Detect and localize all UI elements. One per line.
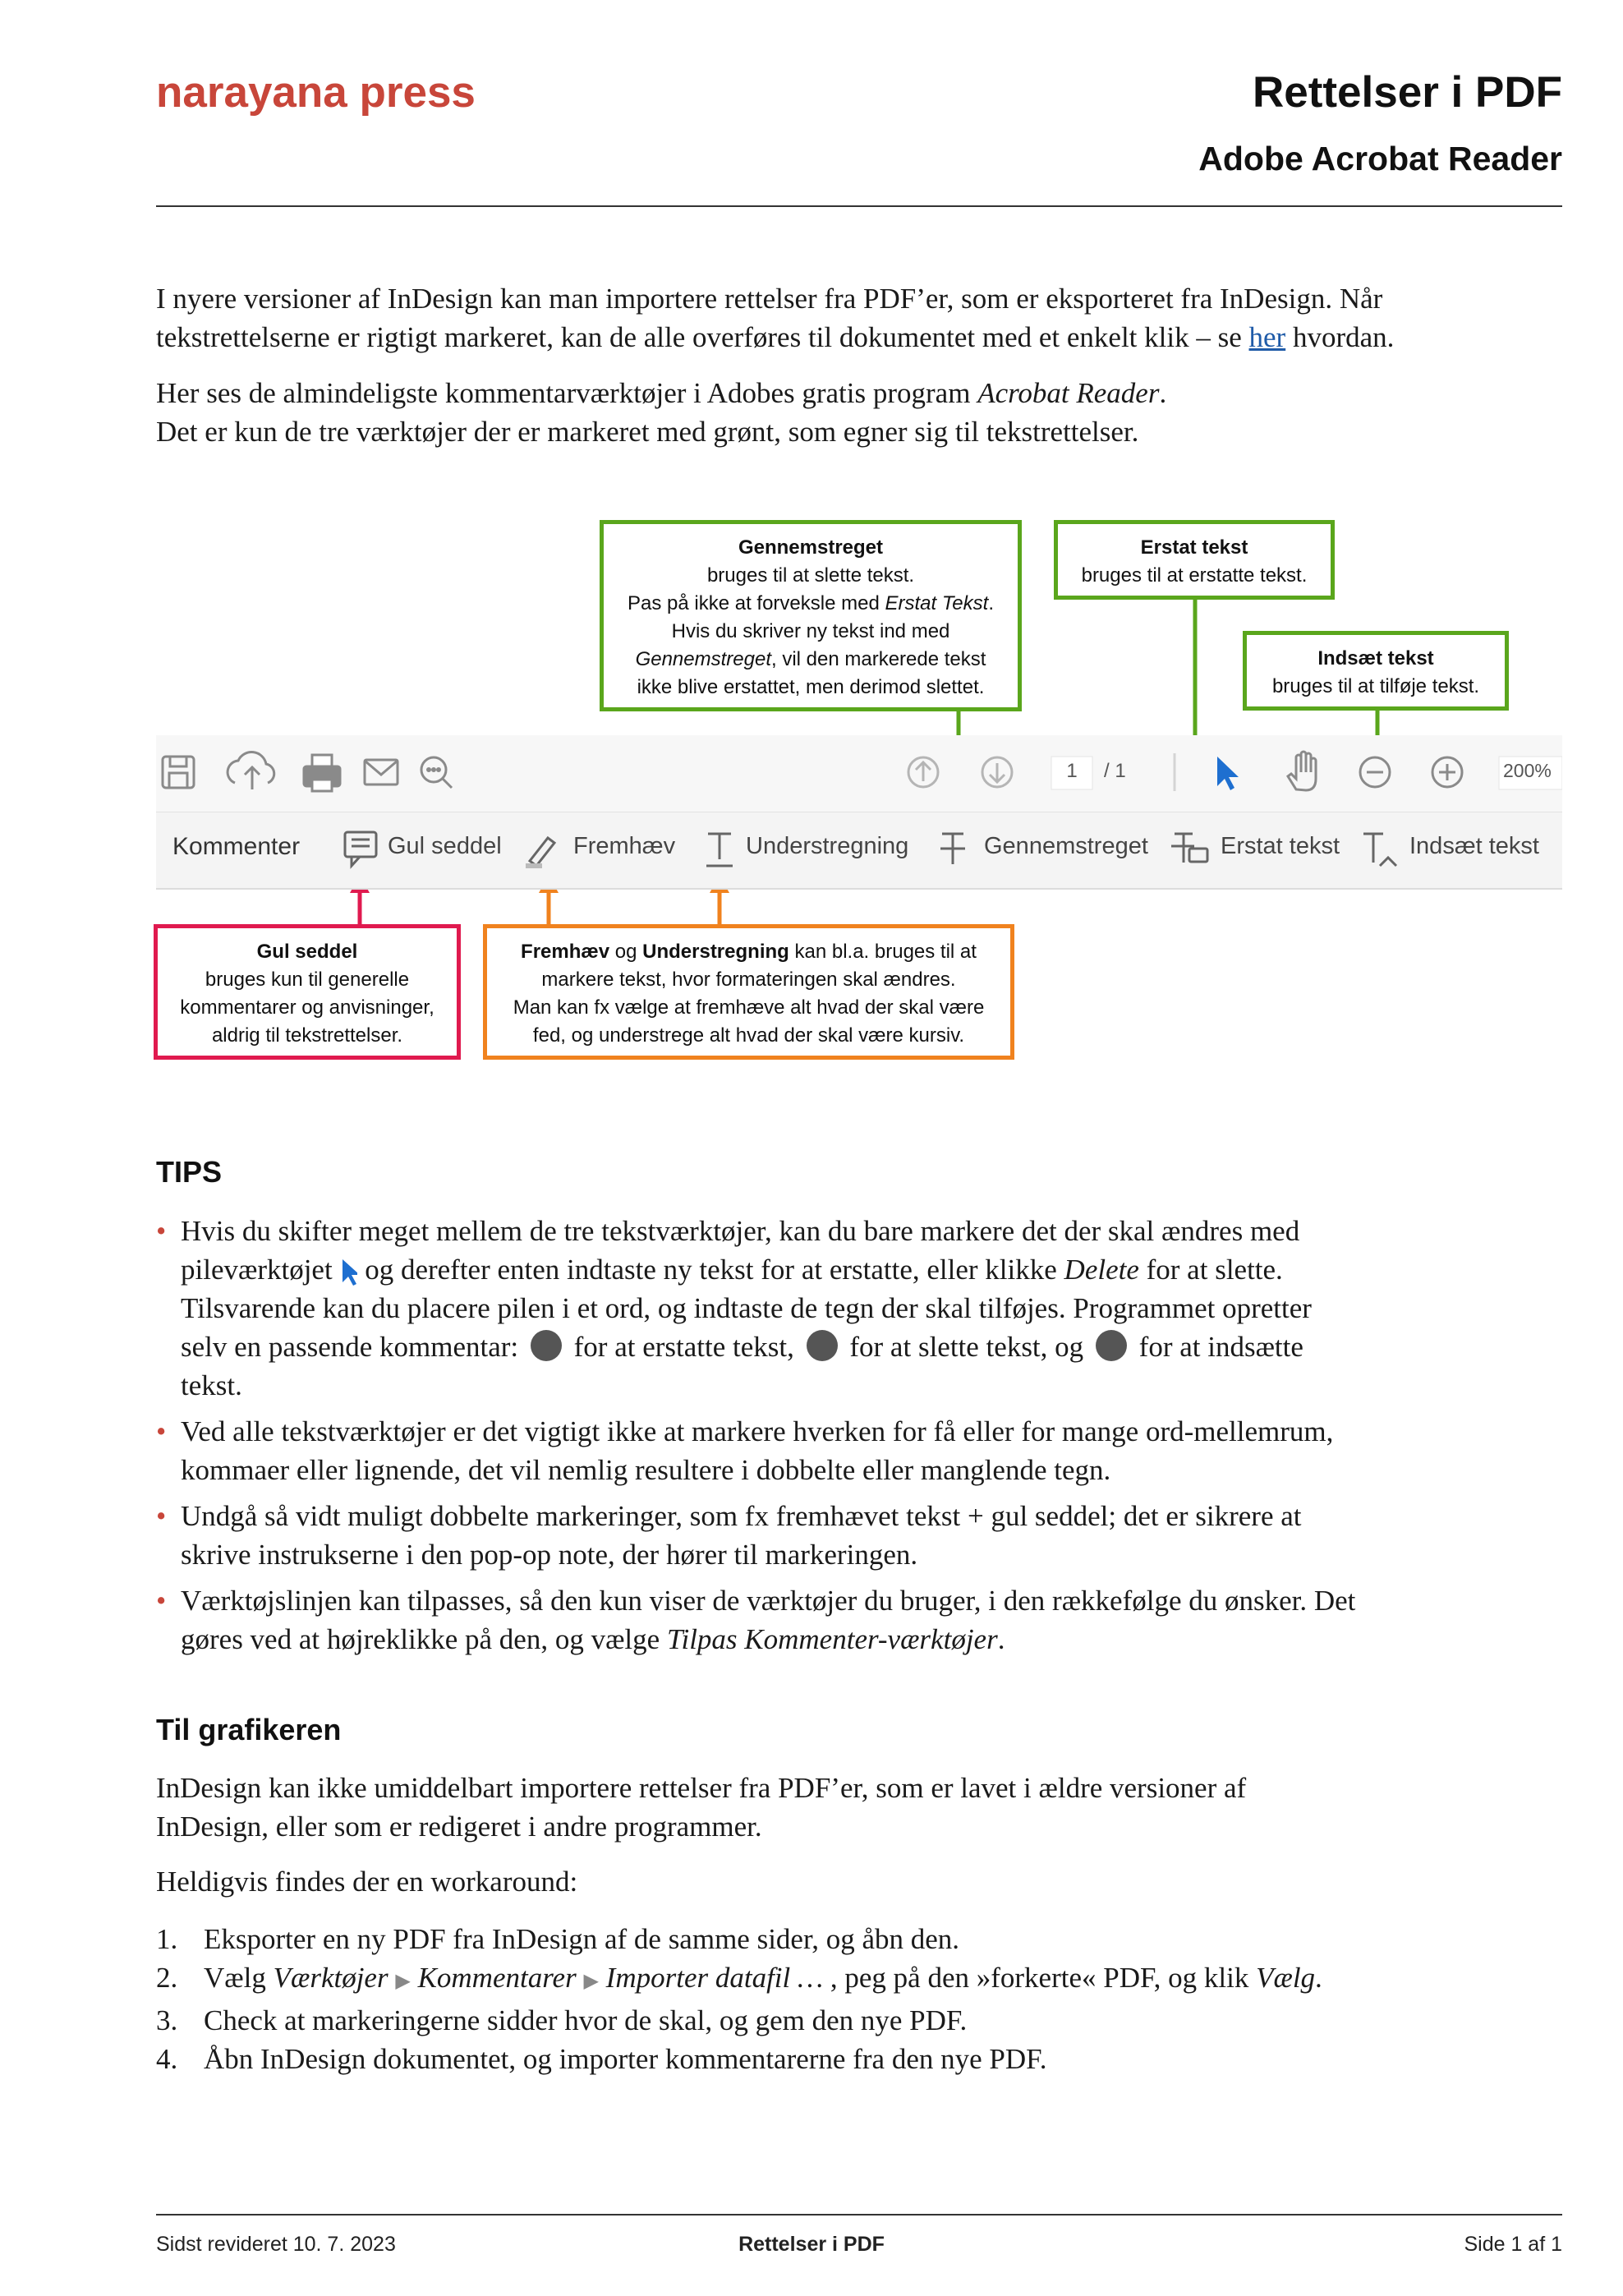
grafiker-heading: Til grafikeren <box>156 1713 342 1746</box>
tool-gennemstreget[interactable]: Gennemstreget <box>984 833 1148 859</box>
insert-text-icon <box>1363 834 1396 866</box>
footer-revision: Sidst revideret 10. 7. 2023 <box>156 2233 396 2256</box>
step-item: 4. Åbn InDesign dokumentet, og importer kommentarerne fra den nye PDF. <box>156 2043 1047 2075</box>
step-item: 1. Eksporter en ny PDF fra InDesign af de samme sider, og åbn den. <box>156 1923 960 1955</box>
select-arrow-icon <box>339 1258 357 1286</box>
footer-page-number: Side 1 af 1 <box>1464 2233 1562 2256</box>
tip-item: • Ved alle tekstværktøjer er det vigtigt ikke at markere hverken for få eller for mange ord-mellemrum, kommaer eller lignende, det vil nemlig resultere i dobbelte eller manglende tegn. <box>156 1415 1334 1486</box>
email-icon[interactable] <box>365 760 398 785</box>
footer-divider <box>156 2214 1562 2215</box>
brand-logo-text: narayana press <box>156 68 476 117</box>
tip-item: • Værktøjslinjen kan tilpasses, så den kun viser de værktøjer du bruger, i den rækkefølge du ønsker. Det gøres ved at højreklikke på den, og vælge Tilpas Kommenter-værktøjer. <box>156 1585 1356 1655</box>
tip-item: • Undgå så vidt muligt dobbelte markeringer, som fx fremhævet tekst + gul seddel; det er sikrere at skrive instrukserne i den pop-op note, der hører til markeringen. <box>156 1500 1302 1571</box>
select-arrow-icon[interactable] <box>1217 757 1239 790</box>
strikethrough-comment-icon <box>807 1330 838 1361</box>
replace-text-icon <box>1171 834 1207 863</box>
sticky-note-icon <box>345 832 376 866</box>
tool-indsaet-tekst[interactable]: Indsæt tekst <box>1409 833 1539 859</box>
previous-page-icon[interactable] <box>908 757 938 787</box>
triangle-separator-icon: ▶ <box>583 1971 599 1992</box>
next-page-icon[interactable] <box>982 757 1012 787</box>
callout-gul-seddel: Gul seddel bruges kun til generelle kommentarer og anvisninger, aldrig til tekstrettelser. <box>154 924 461 1060</box>
strikethrough-icon <box>940 834 965 864</box>
callout-arrows <box>0 0 1623 1068</box>
callout-gennemstreget: Gennemstreget bruges til at slette tekst. Pas på ikke at forveksle med Erstat Tekst. Hvis du skriver ny tekst ind med Gennemstreget, vil den markerede tekst ikke blive erstattet, men derimod slettet. <box>600 520 1022 711</box>
search-zoom-icon[interactable] <box>421 757 452 788</box>
replace-comment-icon <box>531 1330 562 1361</box>
grafiker-paragraph-1: InDesign kan ikke umiddelbart importere rettelser fra PDF’er, som er lavet i ældre versioner af InDesign, eller som er redigeret i andre programmer. <box>156 1772 1247 1843</box>
callout-indsaet-tekst: Indsæt tekst bruges til at tilføje tekst. <box>1243 631 1509 711</box>
workaround-steps <box>156 1920 1562 2078</box>
triangle-separator-icon: ▶ <box>395 1971 411 1992</box>
tool-understregning[interactable]: Understregning <box>746 833 909 859</box>
zoom-level-field[interactable]: 200% <box>1503 760 1552 781</box>
page-title: Rettelser i PDF <box>1252 68 1562 117</box>
tip-item: • Hvis du skifter meget mellem de tre tekstværktøjer, kan du bare markere det der skal ændres med pileværktøjet og derefter enten indtaste ny tekst for at erstatte, eller klikke Delete for at slette. Tilsvarende kan du placere pilen i et ord, og indtaste de tegn der skal tilføjes. Programmet opretter selv en passende kommentar: for at erstatte tekst, for at slette tekst, og for at indsætte tekst. <box>156 1215 1312 1401</box>
tips-heading: TIPS <box>156 1155 223 1189</box>
intro-paragraph-2: Her ses de almindeligste kommentarværktøjer i Adobes gratis program Acrobat Reader. Det er kun de tre værktøjer der er markeret med grønt, som egner sig til tekstrettelser. <box>156 377 1167 448</box>
grafiker-paragraph-2: Heldigvis findes der en workaround: <box>156 1866 578 1898</box>
tips-list <box>156 1212 1363 1666</box>
print-icon[interactable] <box>304 755 340 791</box>
step-item: 3. Check at markeringerne sidder hvor de skal, og gem den nye PDF. <box>156 2004 968 2036</box>
page-total: / 1 <box>1104 760 1126 782</box>
tool-erstat-tekst[interactable]: Erstat tekst <box>1221 833 1340 859</box>
save-icon[interactable] <box>163 757 194 788</box>
tool-fremhaev[interactable]: Fremhæv <box>573 833 676 859</box>
here-link[interactable]: her <box>1248 321 1286 353</box>
step-item: 2. Vælg Værktøjer ▶ Kommentarer ▶ Importer datafil … , peg på den »forkerte« PDF, og klik Vælg. <box>156 1962 1322 1994</box>
kommenter-label: Kommenter <box>172 833 301 860</box>
underline-icon <box>706 834 733 866</box>
zoom-in-icon[interactable] <box>1432 757 1462 787</box>
upload-cloud-icon[interactable] <box>228 752 274 789</box>
zoom-out-icon[interactable] <box>1360 757 1390 787</box>
tool-gul-seddel[interactable]: Gul seddel <box>388 833 502 859</box>
callout-fremhaev-understregning: Fremhæv og Understregning kan bl.a. bruges til at markere tekst, hvor formateringen skal ændres. Man kan fx vælge at fremhæve alt hvad der skal være fed, og understrege alt hvad der skal være kursiv. <box>483 924 1014 1060</box>
highlight-icon <box>526 838 554 866</box>
toolbar-top-row <box>156 735 1562 812</box>
insert-comment-icon <box>1096 1330 1127 1361</box>
callout-erstat-tekst: Erstat tekst bruges til at erstatte tekst. <box>1054 520 1335 600</box>
hand-tool-icon[interactable] <box>1288 752 1316 790</box>
page-number-field[interactable]: 1 <box>1066 760 1078 782</box>
footer-title: Rettelser i PDF <box>738 2233 885 2256</box>
page-subtitle: Adobe Acrobat Reader <box>1198 140 1562 177</box>
intro-paragraph-1: I nyere versioner af InDesign kan man importere rettelser fra PDF’er, som er eksporteret fra InDesign. Når tekstrettelserne er rigtigt markeret, kan de alle overføres til dokumentet med et enkelt klik – se her hvordan. <box>156 283 1395 353</box>
